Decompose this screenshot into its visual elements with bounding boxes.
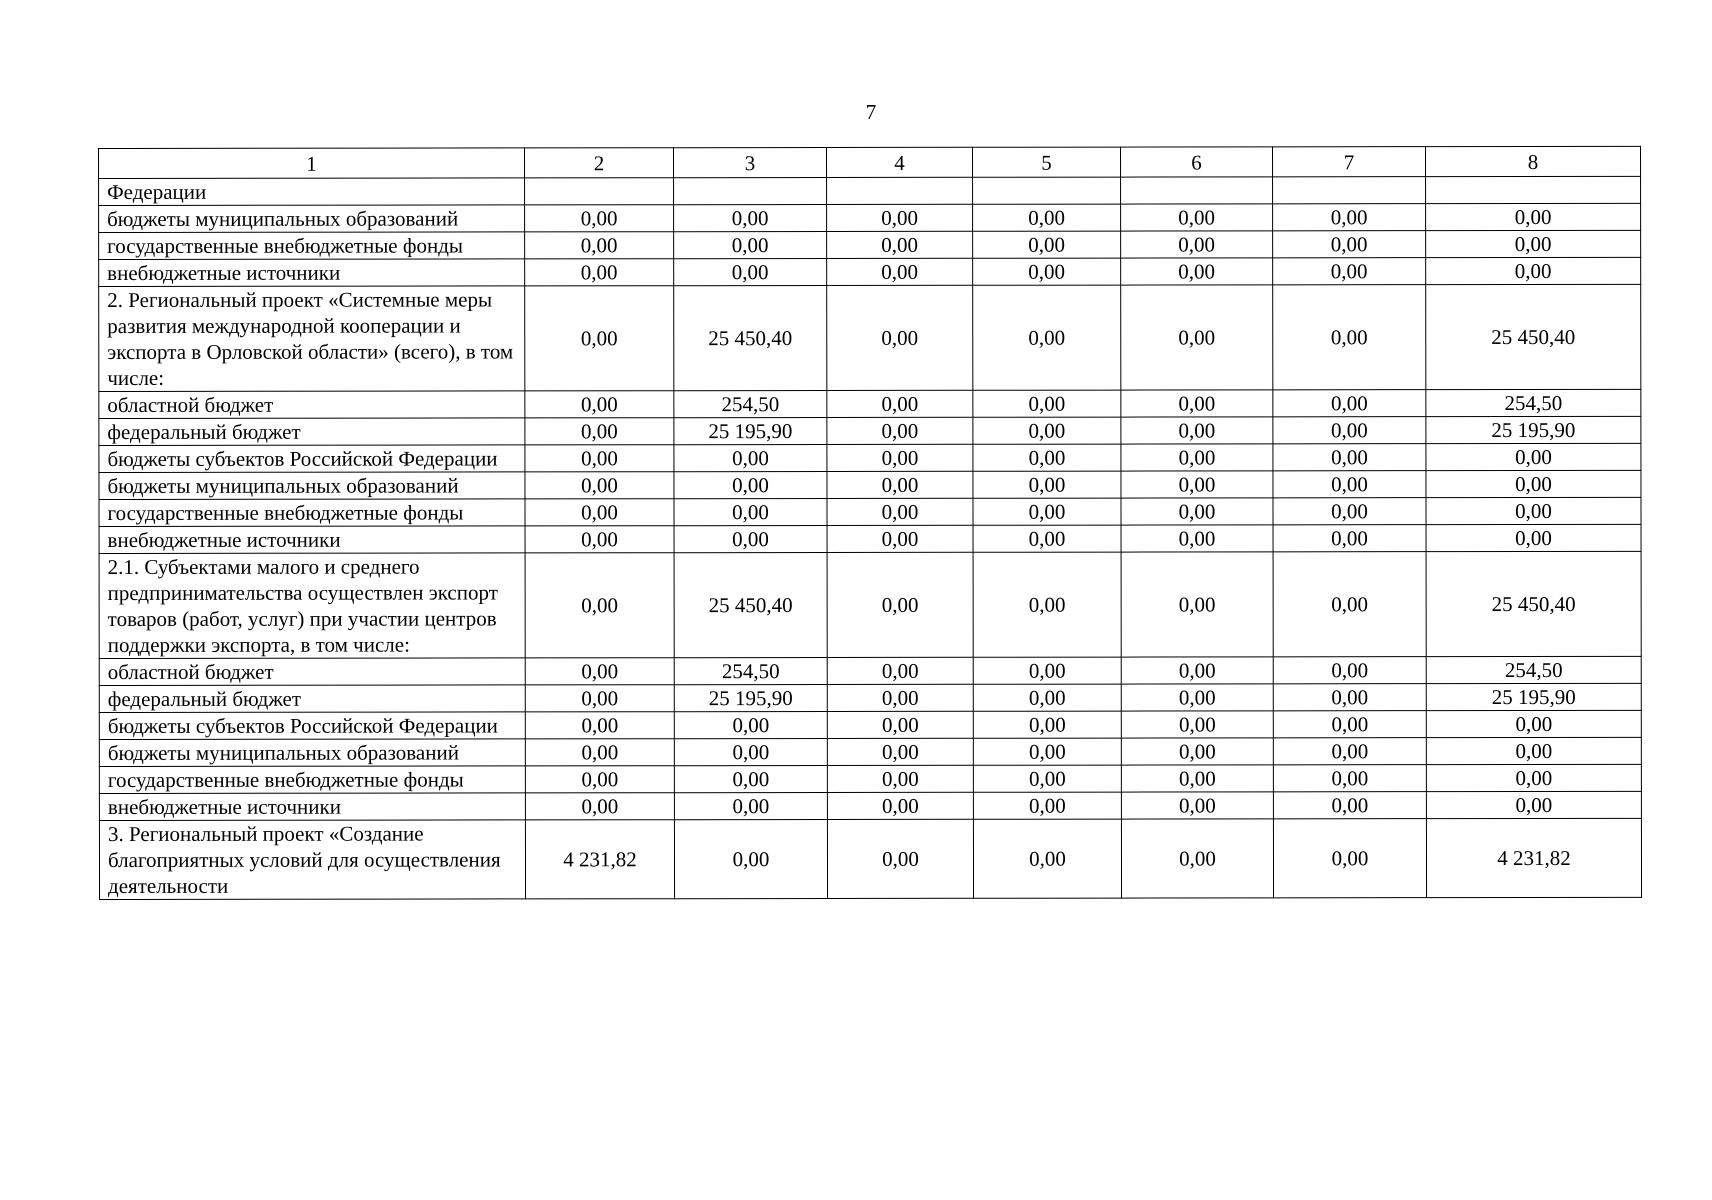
value-cell-col-5	[973, 177, 1121, 204]
value-cell-col-4: 0,00	[827, 552, 973, 657]
value-cell-col-3: 0,00	[674, 204, 827, 231]
value-cell-col-6: 0,00	[1121, 204, 1273, 231]
value-cell-col-3: 0,00	[674, 819, 827, 898]
table-row	[99, 416, 1641, 445]
value-cell-col-7: 0,00	[1273, 765, 1426, 792]
table-row	[99, 764, 1641, 793]
value-cell-col-2: 0,00	[525, 553, 674, 658]
value-cell-col-3: 0,00	[674, 258, 827, 285]
column-header: 8	[1425, 146, 1640, 176]
value-cell-col-7: 0,00	[1273, 738, 1426, 765]
value-cell-col-2: 0,00	[525, 391, 674, 418]
value-cell-col-4: 0,00	[827, 444, 973, 471]
value-cell-col-5: 0,00	[973, 204, 1121, 231]
row-label: бюджеты муниципальных образований	[99, 739, 525, 767]
value-cell-col-6: 0,00	[1121, 390, 1273, 417]
value-cell-col-7: 0,00	[1273, 417, 1426, 444]
value-cell-col-8: 254,50	[1426, 656, 1641, 683]
table-row	[99, 551, 1641, 658]
value-cell-col-6: 0,00	[1121, 711, 1273, 738]
table-row	[99, 443, 1641, 472]
value-cell-col-6: 0,00	[1121, 444, 1273, 471]
value-cell-col-5: 0,00	[973, 819, 1121, 898]
value-cell-col-7: 0,00	[1273, 231, 1426, 258]
row-label: внебюджетные источники	[99, 793, 525, 821]
value-cell-col-3: 254,50	[674, 390, 827, 417]
column-header: 3	[674, 147, 827, 177]
value-cell-col-8: 0,00	[1426, 764, 1641, 791]
value-cell-col-7: 0,00	[1273, 525, 1426, 552]
row-label: федеральный бюджет	[99, 685, 525, 713]
value-cell-col-5: 0,00	[973, 552, 1121, 657]
value-cell-col-4: 0,00	[827, 525, 973, 552]
value-cell-col-3: 25 450,40	[674, 552, 827, 657]
value-cell-col-2: 0,00	[525, 766, 674, 793]
value-cell-col-8: 25 195,90	[1426, 683, 1641, 710]
value-cell-col-6: 0,00	[1121, 552, 1273, 657]
value-cell-col-4: 0,00	[827, 792, 973, 819]
value-cell-col-2: 0,00	[525, 259, 674, 286]
value-cell-col-6: 0,00	[1121, 285, 1273, 390]
row-label: бюджеты субъектов Российской Федерации	[99, 712, 525, 740]
value-cell-col-4: 0,00	[827, 498, 973, 525]
budget-table	[98, 146, 1642, 900]
table-row	[99, 497, 1641, 526]
value-cell-col-8: 0,00	[1426, 203, 1641, 230]
value-cell-col-4: 0,00	[827, 819, 973, 898]
value-cell-col-7: 0,00	[1273, 498, 1426, 525]
value-cell-col-4: 0,00	[827, 738, 973, 765]
value-cell-col-3: 0,00	[674, 498, 827, 525]
value-cell-col-3: 0,00	[674, 231, 827, 258]
value-cell-col-5: 0,00	[973, 390, 1121, 417]
value-cell-col-7: 0,00	[1273, 204, 1426, 231]
value-cell-col-2: 0,00	[525, 739, 674, 766]
table-row	[99, 203, 1641, 232]
value-cell-col-2: 0,00	[525, 205, 674, 232]
table-row	[99, 737, 1641, 766]
value-cell-col-4: 0,00	[827, 417, 973, 444]
value-cell-col-5: 0,00	[973, 444, 1121, 471]
value-cell-col-6: 0,00	[1121, 792, 1273, 819]
row-label: бюджеты субъектов Российской Федерации	[99, 445, 525, 473]
table-row	[99, 818, 1641, 899]
table-row	[99, 791, 1641, 820]
value-cell-col-8: 25 450,40	[1426, 284, 1641, 389]
row-label: внебюджетные источники	[99, 259, 525, 287]
value-cell-col-5: 0,00	[973, 711, 1121, 738]
row-label: областной бюджет	[99, 391, 525, 419]
value-cell-col-7: 0,00	[1273, 258, 1426, 285]
value-cell-col-7: 0,00	[1273, 444, 1426, 471]
value-cell-col-8: 0,00	[1426, 230, 1641, 257]
value-cell-col-3: 25 195,90	[674, 684, 827, 711]
value-cell-col-5: 0,00	[973, 525, 1121, 552]
value-cell-col-8: 0,00	[1426, 497, 1641, 524]
value-cell-col-5: 0,00	[973, 657, 1121, 684]
value-cell-col-5: 0,00	[973, 471, 1121, 498]
table-row	[99, 656, 1641, 685]
table-row	[99, 524, 1641, 553]
row-label: областной бюджет	[99, 658, 525, 686]
value-cell-col-8: 0,00	[1426, 791, 1641, 818]
value-cell-col-4: 0,00	[827, 258, 973, 285]
value-cell-col-3: 0,00	[674, 711, 827, 738]
value-cell-col-2: 0,00	[525, 793, 674, 820]
value-cell-col-6	[1121, 177, 1273, 204]
value-cell-col-2: 0,00	[525, 445, 674, 472]
value-cell-col-7: 0,00	[1273, 819, 1426, 898]
value-cell-col-4: 0,00	[827, 765, 973, 792]
column-header: 6	[1120, 147, 1272, 177]
value-cell-col-3: 0,00	[674, 738, 827, 765]
value-cell-col-8: 0,00	[1426, 737, 1641, 764]
value-cell-col-2: 4 231,82	[525, 820, 674, 899]
value-cell-col-6: 0,00	[1121, 525, 1273, 552]
value-cell-col-7	[1273, 177, 1426, 204]
value-cell-col-6: 0,00	[1121, 417, 1273, 444]
value-cell-col-5: 0,00	[973, 684, 1121, 711]
value-cell-col-6: 0,00	[1121, 471, 1273, 498]
table-row	[99, 470, 1641, 499]
table-row	[99, 284, 1641, 391]
value-cell-col-3: 25 195,90	[674, 417, 827, 444]
value-cell-col-4: 0,00	[827, 231, 973, 258]
column-header: 1	[99, 148, 525, 179]
row-label: 3. Региональный проект «Создание благоприятных условий для осуществления деятельности	[99, 820, 525, 900]
value-cell-col-7: 0,00	[1273, 657, 1426, 684]
value-cell-col-8: 0,00	[1426, 257, 1641, 284]
value-cell-col-8: 25 195,90	[1426, 416, 1641, 443]
value-cell-col-2: 0,00	[525, 658, 674, 685]
value-cell-col-4: 0,00	[827, 657, 973, 684]
column-header: 4	[827, 147, 973, 177]
value-cell-col-8: 0,00	[1426, 443, 1641, 470]
value-cell-col-6: 0,00	[1121, 819, 1273, 898]
row-label: федеральный бюджет	[99, 418, 525, 446]
value-cell-col-8	[1426, 176, 1641, 203]
value-cell-col-4: 0,00	[827, 285, 973, 390]
value-cell-col-3: 254,50	[674, 657, 827, 684]
value-cell-col-2: 0,00	[525, 232, 674, 259]
value-cell-col-8: 4 231,82	[1426, 818, 1641, 897]
value-cell-col-2: 0,00	[525, 286, 674, 391]
column-header: 7	[1272, 147, 1425, 177]
value-cell-col-5: 0,00	[973, 498, 1121, 525]
value-cell-col-6: 0,00	[1121, 684, 1273, 711]
value-cell-col-2: 0,00	[525, 685, 674, 712]
value-cell-col-2	[525, 178, 674, 205]
value-cell-col-2: 0,00	[525, 418, 674, 445]
value-cell-col-6: 0,00	[1121, 498, 1273, 525]
page-number: 7	[865, 100, 877, 124]
value-cell-col-7: 0,00	[1273, 711, 1426, 738]
value-cell-col-7: 0,00	[1273, 471, 1426, 498]
value-cell-col-4: 0,00	[827, 390, 973, 417]
value-cell-col-8: 25 450,40	[1426, 551, 1641, 656]
table-body	[99, 176, 1642, 899]
value-cell-col-6: 0,00	[1121, 258, 1273, 285]
value-cell-col-3: 0,00	[674, 525, 827, 552]
value-cell-col-4	[827, 177, 973, 204]
value-cell-col-6: 0,00	[1121, 231, 1273, 258]
value-cell-col-7: 0,00	[1273, 390, 1426, 417]
table-row	[99, 230, 1641, 259]
row-label: бюджеты муниципальных образований	[99, 472, 525, 500]
value-cell-col-8: 0,00	[1426, 470, 1641, 497]
value-cell-col-5: 0,00	[973, 231, 1121, 258]
value-cell-col-5: 0,00	[973, 285, 1121, 390]
value-cell-col-4: 0,00	[827, 684, 973, 711]
value-cell-col-2: 0,00	[525, 472, 674, 499]
value-cell-col-2: 0,00	[525, 499, 674, 526]
value-cell-col-7: 0,00	[1273, 792, 1426, 819]
column-number-row	[99, 146, 1641, 178]
value-cell-col-8: 254,50	[1426, 389, 1641, 416]
value-cell-col-5: 0,00	[973, 738, 1121, 765]
value-cell-col-3: 0,00	[674, 471, 827, 498]
value-cell-col-3: 0,00	[674, 765, 827, 792]
value-cell-col-3: 25 450,40	[674, 285, 827, 390]
value-cell-col-4: 0,00	[827, 204, 973, 231]
row-label: государственные внебюджетные фонды	[99, 766, 525, 794]
table-row	[99, 710, 1641, 739]
value-cell-col-2: 0,00	[525, 526, 674, 553]
value-cell-col-5: 0,00	[973, 765, 1121, 792]
row-label: Федерации	[99, 178, 525, 206]
value-cell-col-4: 0,00	[827, 711, 973, 738]
value-cell-col-6: 0,00	[1121, 657, 1273, 684]
value-cell-col-5: 0,00	[973, 792, 1121, 819]
value-cell-col-8: 0,00	[1426, 524, 1641, 551]
value-cell-col-7: 0,00	[1273, 285, 1426, 390]
table-row	[99, 176, 1641, 205]
value-cell-col-4: 0,00	[827, 471, 973, 498]
value-cell-col-6: 0,00	[1121, 738, 1273, 765]
row-label: государственные внебюджетные фонды	[99, 232, 525, 260]
row-label: внебюджетные источники	[99, 526, 525, 554]
value-cell-col-6: 0,00	[1121, 765, 1273, 792]
row-label: государственные внебюджетные фонды	[99, 499, 525, 527]
table-row	[99, 257, 1641, 286]
table-row	[99, 683, 1641, 712]
value-cell-col-3: 0,00	[674, 792, 827, 819]
table-row	[99, 389, 1641, 418]
column-header: 2	[525, 148, 674, 178]
column-header: 5	[972, 147, 1120, 177]
value-cell-col-5: 0,00	[973, 417, 1121, 444]
value-cell-col-5: 0,00	[973, 258, 1121, 285]
value-cell-col-7: 0,00	[1273, 552, 1426, 657]
value-cell-col-8: 0,00	[1426, 710, 1641, 737]
value-cell-col-3: 0,00	[674, 444, 827, 471]
row-label: бюджеты муниципальных образований	[99, 205, 525, 233]
value-cell-col-7: 0,00	[1273, 684, 1426, 711]
value-cell-col-3	[674, 177, 827, 204]
row-label: 2. Региональный проект «Системные меры развития международной кооперации и экспорта в Орловской области» (всего), в том числе:	[99, 286, 525, 392]
value-cell-col-2: 0,00	[525, 712, 674, 739]
row-label: 2.1. Субъектами малого и среднего предпринимательства осуществлен экспорт товаров (работ, услуг) при участии центров поддержки экспорта, в том числе:	[99, 553, 525, 659]
